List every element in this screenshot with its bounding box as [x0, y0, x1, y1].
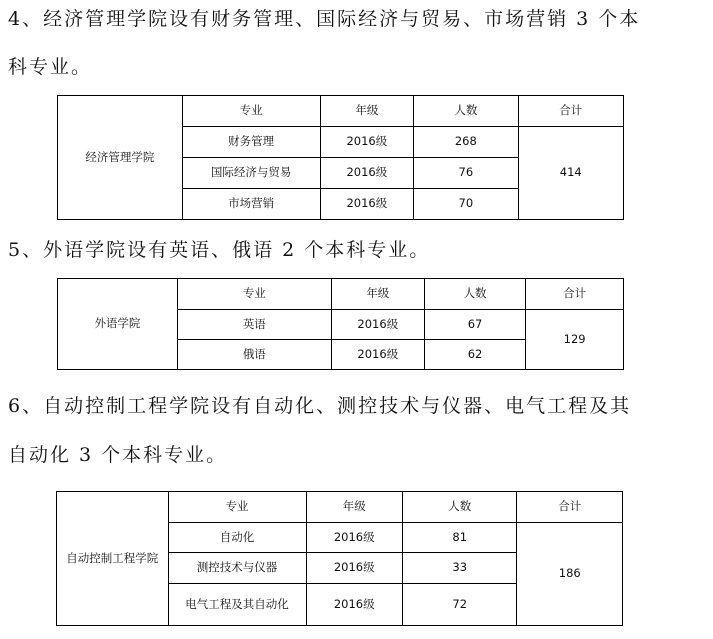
count-cell: 33 — [402, 553, 517, 584]
total-cell: 129 — [526, 310, 624, 370]
major-cell: 自动化 — [168, 523, 306, 553]
section-4-line-1: 4、经济管理学院设有财务管理、国际经济与贸易、市场营销 3 个本 — [8, 8, 641, 30]
header-major: 专业 — [177, 279, 331, 310]
grade-cell: 2016级 — [320, 189, 414, 220]
college-cell: 经济管理学院 — [58, 96, 183, 220]
college-cell: 外语学院 — [58, 279, 178, 370]
total-cell: 186 — [517, 523, 623, 626]
foreign-language-table — [57, 278, 624, 370]
major-cell: 电气工程及其自动化 — [168, 584, 306, 626]
grade-cell: 2016级 — [306, 553, 402, 584]
major-cell: 英语 — [177, 310, 331, 340]
count-cell: 268 — [414, 127, 518, 158]
section-6-line-2: 自动化 3 个本科专业。 — [8, 444, 228, 466]
header-major: 专业 — [182, 96, 320, 127]
header-grade: 年级 — [306, 492, 402, 523]
header-major: 专业 — [168, 492, 306, 523]
grade-cell: 2016级 — [331, 340, 424, 370]
major-cell: 财务管理 — [182, 127, 320, 158]
header-count: 人数 — [414, 96, 518, 127]
econ-management-table — [57, 95, 624, 220]
count-cell: 62 — [424, 340, 525, 370]
header-total: 合计 — [517, 492, 623, 523]
major-cell: 测控技术与仪器 — [168, 553, 306, 584]
header-grade: 年级 — [331, 279, 424, 310]
grade-cell: 2016级 — [306, 523, 402, 553]
grade-cell: 2016级 — [320, 158, 414, 189]
section-5-line-1: 5、外语学院设有英语、俄语 2 个本科专业。 — [8, 239, 431, 261]
count-cell: 81 — [402, 523, 517, 553]
header-grade: 年级 — [320, 96, 414, 127]
count-cell: 70 — [414, 189, 518, 220]
count-cell: 76 — [414, 158, 518, 189]
major-cell: 国际经济与贸易 — [182, 158, 320, 189]
total-cell: 414 — [518, 127, 623, 220]
college-cell: 自动控制工程学院 — [57, 492, 169, 626]
count-cell: 67 — [424, 310, 525, 340]
count-cell: 72 — [402, 584, 517, 626]
section-6-line-1: 6、自动控制工程学院设有自动化、测控技术与仪器、电气工程及其 — [8, 395, 632, 417]
grade-cell: 2016级 — [306, 584, 402, 626]
header-count: 人数 — [402, 492, 517, 523]
header-count: 人数 — [424, 279, 525, 310]
section-4-line-2: 科专业。 — [8, 56, 93, 78]
grade-cell: 2016级 — [331, 310, 424, 340]
major-cell: 市场营销 — [182, 189, 320, 220]
header-total: 合计 — [518, 96, 623, 127]
major-cell: 俄语 — [177, 340, 331, 370]
automation-engineering-table — [56, 491, 623, 626]
grade-cell: 2016级 — [320, 127, 414, 158]
header-total: 合计 — [526, 279, 624, 310]
